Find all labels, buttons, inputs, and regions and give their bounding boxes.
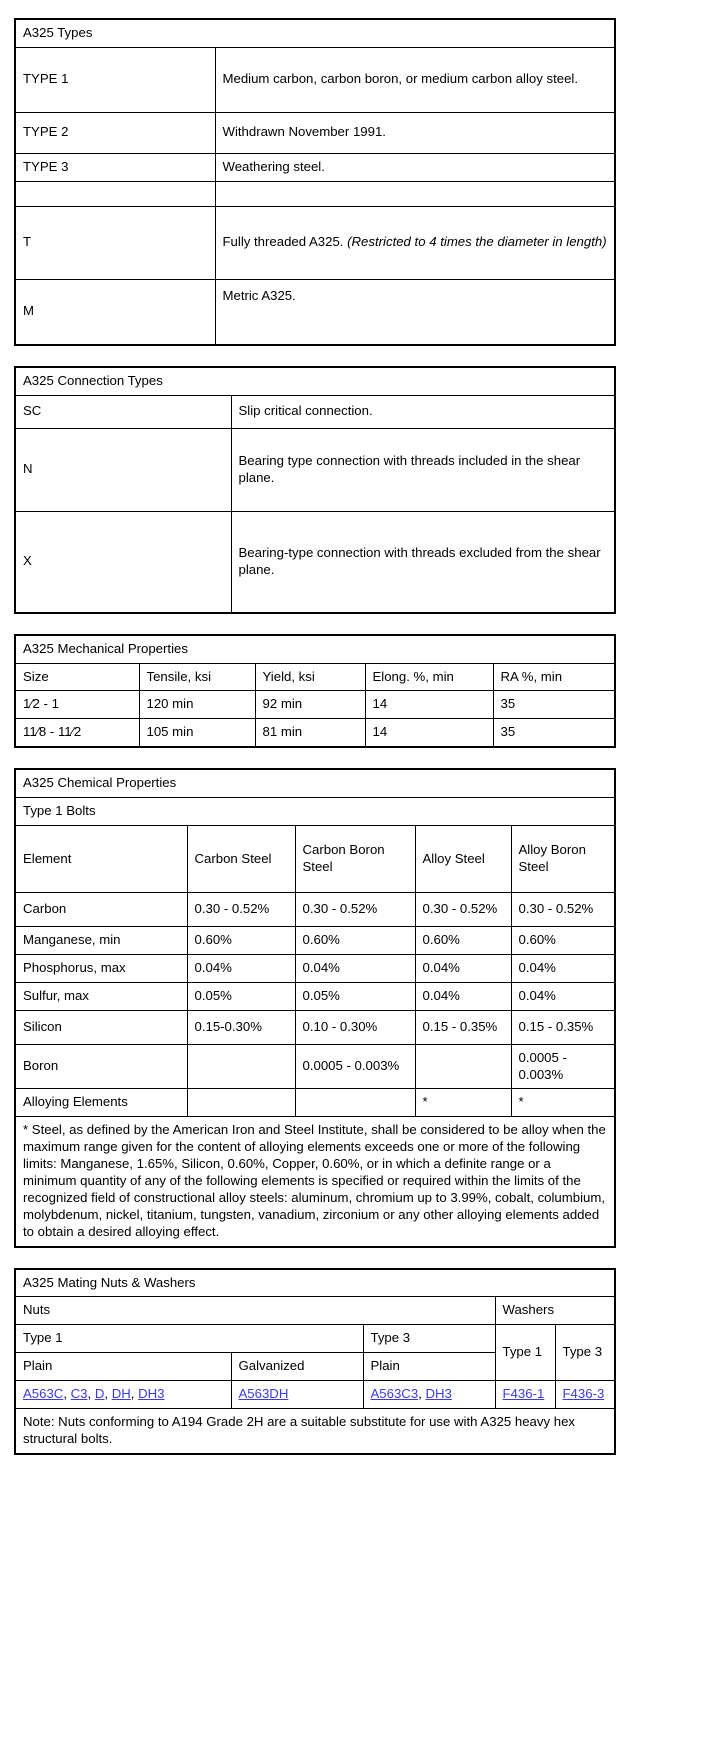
nuts-table-note: Note: Nuts conforming to A194 Grade 2H are a suitable substitute for use with A325 heavy hex structural bolts. [15, 1409, 615, 1454]
connection-desc-cell: Bearing type connection with threads included in the shear plane. [231, 428, 615, 511]
mech-tensile-cell: 120 min [139, 691, 255, 719]
connection-code-cell: N [15, 428, 231, 511]
chem-alloy-steel-cell: * [415, 1089, 511, 1117]
column-header-plain-type3: Plain [363, 1353, 495, 1381]
mech-tensile-cell: 105 min [139, 719, 255, 747]
spacer-cell-right [215, 181, 615, 206]
column-header-carbon-steel: Carbon Steel [187, 826, 295, 893]
nut-spec-link[interactable]: A563DH [238, 1386, 289, 1402]
chem-alloy-steel-cell: 0.04% [415, 982, 511, 1010]
chem-carbon-boron-steel-cell: 0.0005 - 0.003% [295, 1044, 415, 1089]
nuts-type3-header: Type 3 [363, 1325, 495, 1353]
suffix-desc-italic: (Restricted to 4 times the diameter in length) [347, 234, 607, 250]
mech-elong-cell: 14 [365, 691, 493, 719]
a325-connection-types-table [14, 366, 616, 614]
type-code-cell: TYPE 3 [15, 153, 215, 181]
chem-carbon-boron-steel-cell: 0.60% [295, 927, 415, 955]
table-row [15, 112, 615, 153]
suffix-code-cell: T [15, 206, 215, 279]
chem-alloy-boron-steel-cell: 0.30 - 0.52% [511, 893, 615, 927]
type-code-cell: TYPE 2 [15, 112, 215, 153]
table-title-row [15, 769, 615, 797]
mech-size-cell: 1⁄2 - 1 [15, 691, 139, 719]
chem-carbon-boron-steel-cell: 0.10 - 0.30% [295, 1010, 415, 1044]
table-title-row [15, 1269, 615, 1297]
a325-chemical-properties-table [14, 768, 616, 1247]
chem-element-cell: Carbon [15, 893, 187, 927]
connection-code-cell: X [15, 511, 231, 613]
chem-carbon-steel-cell: 0.15-0.30% [187, 1010, 295, 1044]
mech-elong-cell: 14 [365, 719, 493, 747]
chem-carbon-boron-steel-cell: 0.30 - 0.52% [295, 893, 415, 927]
chem-carbon-boron-steel-cell: 0.04% [295, 954, 415, 982]
washer-spec-link[interactable]: F436-3 [562, 1386, 605, 1402]
chem-alloy-steel-cell: 0.60% [415, 927, 511, 955]
table-title-row [15, 367, 615, 395]
group-header-washers: Washers [495, 1297, 615, 1325]
chem-alloy-boron-steel-cell: 0.0005 - 0.003% [511, 1044, 615, 1089]
chem-carbon-steel-cell [187, 1044, 295, 1089]
link-separator: , [87, 1386, 95, 1402]
chem-alloy-steel-cell [415, 1044, 511, 1089]
link-separator: , [104, 1386, 112, 1402]
table-gap [14, 748, 692, 768]
a325-mating-nuts-washers-table [14, 1268, 616, 1455]
washer-type1-link-cell [495, 1381, 555, 1409]
chem-alloy-boron-steel-cell: 0.04% [511, 954, 615, 982]
table-gap [14, 1248, 692, 1268]
table-row [15, 893, 615, 927]
chem-alloy-boron-steel-cell: * [511, 1089, 615, 1117]
mech-yield-cell: 92 min [255, 691, 365, 719]
suffix-code-cell: M [15, 279, 215, 345]
chem-element-cell: Manganese, min [15, 927, 187, 955]
nut-spec-link[interactable]: D [94, 1386, 105, 1402]
chem-alloy-boron-steel-cell: 0.04% [511, 982, 615, 1010]
chem-carbon-steel-cell: 0.60% [187, 927, 295, 955]
chem-carbon-steel-cell: 0.04% [187, 954, 295, 982]
washer-type3-link-cell [555, 1381, 615, 1409]
chem-element-cell: Phosphorus, max [15, 954, 187, 982]
link-separator: , [130, 1386, 139, 1402]
table-subgroup-header-row [15, 1325, 615, 1353]
chem-carbon-boron-steel-cell: 0.05% [295, 982, 415, 1010]
chem-alloy-steel-cell: 0.15 - 0.35% [415, 1010, 511, 1044]
plain-type3-links-cell [363, 1381, 495, 1409]
table-title-row [15, 19, 615, 47]
table-header-row [15, 663, 615, 691]
type-desc-cell: Medium carbon, carbon boron, or medium carbon alloy steel. [215, 47, 615, 112]
chem-alloy-boron-steel-cell: 0.15 - 0.35% [511, 1010, 615, 1044]
chem-alloy-steel-cell: 0.30 - 0.52% [415, 893, 511, 927]
table-footnote-row [15, 1117, 615, 1247]
nuts-table-title: A325 Mating Nuts & Washers [15, 1269, 615, 1297]
chem-carbon-steel-cell: 0.30 - 0.52% [187, 893, 295, 927]
column-header-ra: RA %, min [493, 663, 615, 691]
a325-types-table [14, 18, 616, 346]
chemical-table-footnote: * Steel, as defined by the American Iron and Steel Institute, shall be considered to be alloy when the maximum range given for the content of alloying elements exceeds one or more of the following limits: Manganese, 1.65%, Silicon, 0.60%, Copper, 0.60%, or in which a definite range or a minimum quantity of any of the following elements is specified or required within the limits of the recognized field of constructional alloy steels: aluminum, chromium up to 3.99%, cobalt, columbium, molybdenum, nickel, titanium, tungsten, vanadium, zirconium or any other alloying elements added to obtain a desired alloying effect. [15, 1117, 615, 1247]
connection-desc-cell: Slip critical connection. [231, 395, 615, 428]
column-header-tensile: Tensile, ksi [139, 663, 255, 691]
table-row [15, 719, 615, 747]
washer-spec-link[interactable]: F436-1 [502, 1386, 545, 1402]
mechanical-table-title: A325 Mechanical Properties [15, 635, 615, 663]
chem-element-cell: Boron [15, 1044, 187, 1089]
table-note-row [15, 1409, 615, 1454]
chem-element-cell: Sulfur, max [15, 982, 187, 1010]
chem-element-cell: Silicon [15, 1010, 187, 1044]
table-row [15, 47, 615, 112]
connection-table-title: A325 Connection Types [15, 367, 615, 395]
chem-carbon-steel-cell: 0.05% [187, 982, 295, 1010]
plain-type1-links-cell [15, 1381, 231, 1409]
types-table-title: A325 Types [15, 19, 615, 47]
column-header-alloy-steel: Alloy Steel [415, 826, 511, 893]
table-row [15, 428, 615, 511]
table-row [15, 1010, 615, 1044]
washer-type3-header: Type 3 [555, 1325, 615, 1381]
table-row [15, 927, 615, 955]
group-header-nuts: Nuts [15, 1297, 495, 1325]
connection-code-cell: SC [15, 395, 231, 428]
mech-size-cell: 11⁄8 - 11⁄2 [15, 719, 139, 747]
table-group-header-row [15, 1297, 615, 1325]
chemical-table-title: A325 Chemical Properties [15, 769, 615, 797]
nut-spec-link[interactable]: DH [111, 1386, 131, 1402]
nut-spec-link[interactable]: A563C [23, 1386, 64, 1402]
nut-spec-link[interactable]: DH3 [425, 1386, 452, 1402]
a325-mechanical-properties-table [14, 634, 616, 749]
suffix-desc-cell [215, 206, 615, 279]
column-header-elongation: Elong. %, min [365, 663, 493, 691]
mech-ra-cell: 35 [493, 691, 615, 719]
table-subtitle-row [15, 798, 615, 826]
link-separator: , [63, 1386, 71, 1402]
column-header-alloy-boron-steel: Alloy Boron Steel [511, 826, 615, 893]
table-row [15, 691, 615, 719]
table-gap [14, 346, 692, 366]
table-row [15, 511, 615, 613]
table-row [15, 153, 615, 181]
type-desc-cell: Withdrawn November 1991. [215, 112, 615, 153]
suffix-desc-cell: Metric A325. [215, 279, 615, 345]
mech-ra-cell: 35 [493, 719, 615, 747]
chemical-table-subtitle: Type 1 Bolts [15, 798, 615, 826]
column-header-galvanized: Galvanized [231, 1353, 363, 1381]
chem-alloy-steel-cell: 0.04% [415, 954, 511, 982]
nut-spec-link[interactable]: DH3 [138, 1386, 165, 1402]
chem-alloy-boron-steel-cell: 0.60% [511, 927, 615, 955]
table-title-row [15, 635, 615, 663]
table-gap [14, 614, 692, 634]
nuts-type1-header: Type 1 [15, 1325, 363, 1353]
column-header-plain-type1: Plain [15, 1353, 231, 1381]
nut-spec-link[interactable]: A563C3 [370, 1386, 419, 1402]
suffix-desc-plain: Fully threaded A325. [222, 234, 348, 250]
link-separator: , [418, 1386, 426, 1402]
column-header-carbon-boron-steel: Carbon Boron Steel [295, 826, 415, 893]
mech-yield-cell: 81 min [255, 719, 365, 747]
washer-type1-header: Type 1 [495, 1325, 555, 1381]
column-header-yield: Yield, ksi [255, 663, 365, 691]
table-row [15, 982, 615, 1010]
chem-element-cell: Alloying Elements [15, 1089, 187, 1117]
table-row [15, 1089, 615, 1117]
spacer-cell-left [15, 181, 215, 206]
table-row [15, 1381, 615, 1409]
chem-carbon-boron-steel-cell [295, 1089, 415, 1117]
connection-desc-cell: Bearing-type connection with threads excluded from the shear plane. [231, 511, 615, 613]
nut-spec-link[interactable]: C3 [70, 1386, 88, 1402]
type-desc-cell: Weathering steel. [215, 153, 615, 181]
table-row [15, 1044, 615, 1089]
type-code-cell: TYPE 1 [15, 47, 215, 112]
column-header-size: Size [15, 663, 139, 691]
table-row [15, 279, 615, 345]
table-header-row [15, 826, 615, 893]
galvanized-links-cell [231, 1381, 363, 1409]
table-row [15, 206, 615, 279]
column-header-element: Element [15, 826, 187, 893]
table-row [15, 395, 615, 428]
table-row [15, 954, 615, 982]
table-spacer-row [15, 181, 615, 206]
chem-carbon-steel-cell [187, 1089, 295, 1117]
